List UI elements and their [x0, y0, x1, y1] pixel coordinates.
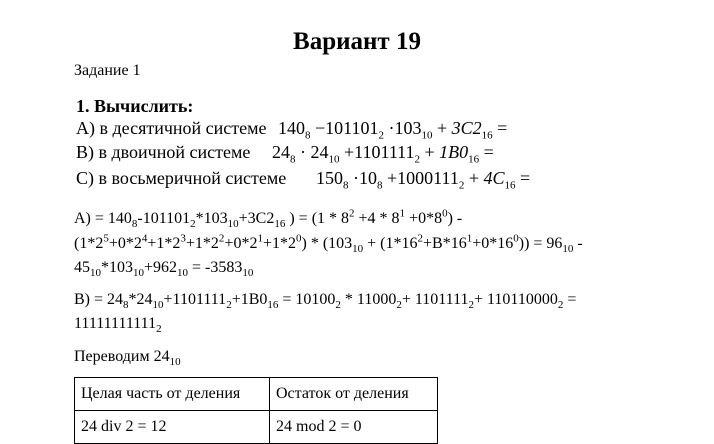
table-cell: 24 mod 2 = 0: [270, 411, 438, 444]
table-header-row: [75, 378, 438, 411]
task-item-a: [76, 117, 508, 142]
task-item-formula: $150_8 \cdot 10_8 +1000111_2 + 4C_{16}$ =: [316, 168, 531, 192]
task-item-prefix: В) в двоичной системе: [76, 142, 251, 162]
solution-b-line-1: $B) = 24_8*24_{10}+1101111_2+1B0_{16} = 10100_2 * 11000_2+ 1101111_2+ 110110000_2$ =: [74, 291, 577, 312]
task-label: Задание 1: [74, 62, 141, 79]
table-header-cell: Целая часть от деления: [75, 378, 270, 411]
solution-a-line-3: $45_{10}*103_{10}+962_{10} = -3583_{10}$: [74, 259, 254, 280]
task-heading: 1. Вычислить:: [76, 96, 194, 116]
table-header-cell: Остаток от деления: [270, 378, 438, 411]
solution-b-line-2: $11111111111_2$: [74, 315, 162, 336]
table-cell: 24 div 2 = 12: [75, 411, 270, 444]
convert-line: Переводим $24_{10}$: [74, 348, 181, 369]
solution-a-line-2: $(1*2^5+0*2^4+1*2^3+1*2^2+0*2^1+1*2^0) * (103_{10} + (1*16^2+B*16^1+0*16^0)) = 96_{10}$ -: [74, 232, 583, 256]
task-item-prefix: С) в восьмеричной системе: [76, 168, 287, 188]
task-item-prefix: А) в десятичной системе: [76, 118, 267, 138]
task-item-b: [76, 141, 494, 166]
division-table: [74, 377, 438, 444]
task-item-formula: $24_8 \cdot 24_{10} +1101111_2 + 1B0_{16}$ =: [272, 142, 494, 166]
document-title: Вариант 19: [293, 28, 421, 55]
task-item-c: [76, 167, 531, 192]
solution-a-line-1: $A) = 140_8-101101_2*103_{10}+3C2_{16}$ ) = $(1 * 8^2 +4 * 8^1 +0*8^0)$ -: [74, 207, 463, 231]
task-item-formula: $140_8 -101101_2 \cdot 103_{10} + 3C2_{16}$ =: [278, 118, 508, 142]
